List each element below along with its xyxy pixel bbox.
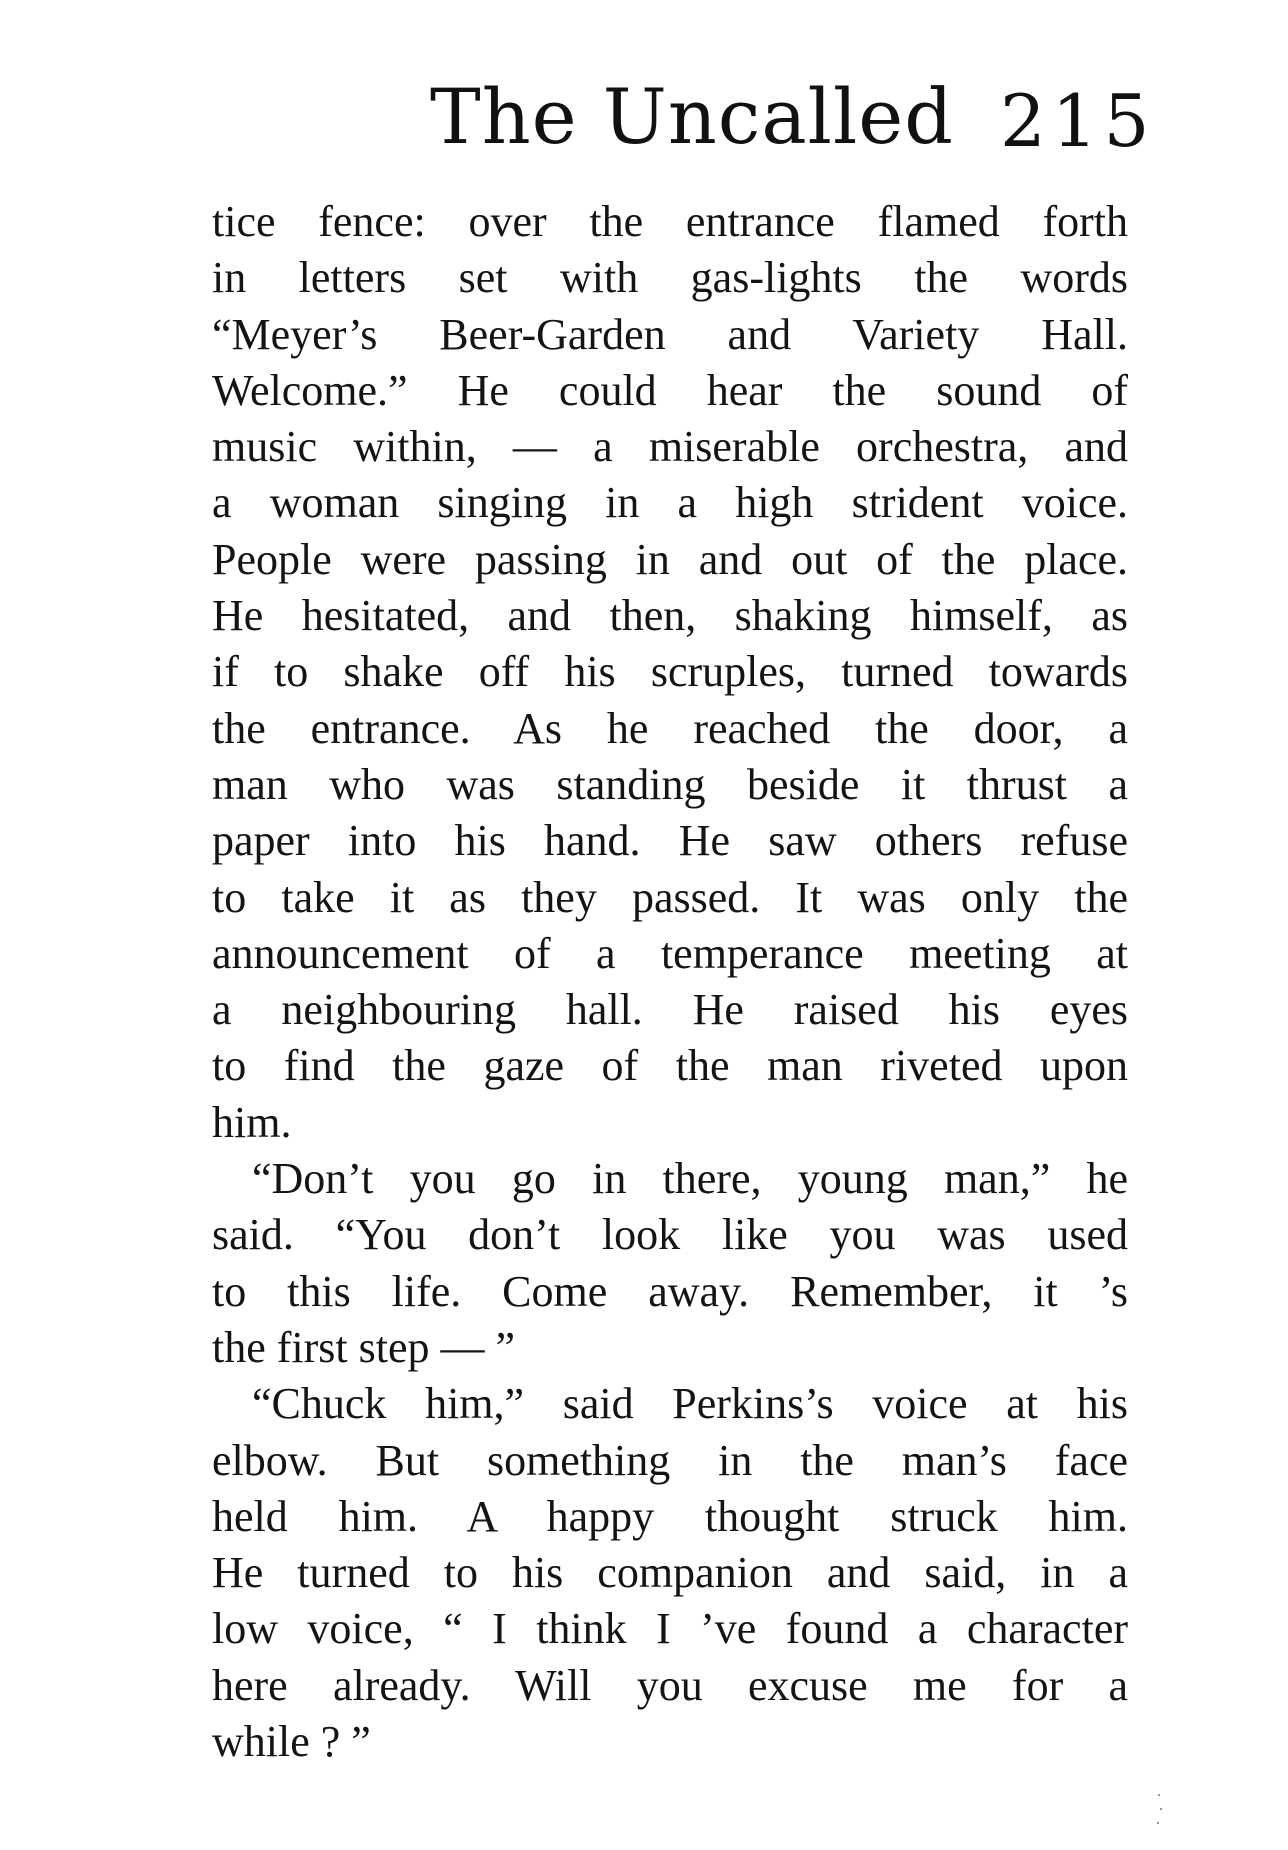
text-line: paper into his hand. He saw others refuse xyxy=(212,816,1128,866)
text-line: People were passing in and out of the place. xyxy=(212,534,1128,584)
text-line: “Don’t you go in there, young man,” he xyxy=(252,1154,1128,1204)
text-line: He hesitated, and then, shaking himself, as xyxy=(212,591,1128,641)
text-line: He turned to his companion and said, in a xyxy=(212,1548,1128,1598)
text-line: here already. Will you excuse me for a xyxy=(212,1660,1128,1710)
text-line: Welcome.” He could hear the sound of xyxy=(212,365,1128,415)
text-line: while ? ” xyxy=(212,1717,371,1767)
text-line: in letters set with gas-lights the words xyxy=(212,253,1128,303)
text-line: a woman singing in a high strident voice. xyxy=(212,478,1128,528)
text-line: held him. A happy thought struck him. xyxy=(212,1491,1128,1541)
text-line: to take it as they passed. It was only the xyxy=(212,872,1128,922)
text-line: music within, — a miserable orchestra, and xyxy=(212,422,1128,472)
text-line: the first step — ” xyxy=(212,1322,516,1372)
text-line: to this life. Come away. Remember, it ’s xyxy=(212,1266,1128,1316)
text-line: the entrance. As he reached the door, a xyxy=(212,703,1128,753)
print-speck xyxy=(1157,1822,1159,1824)
text-line: “Meyer’s Beer-Garden and Variety Hall. xyxy=(212,309,1128,359)
text-line: man who was standing beside it thrust a xyxy=(212,759,1128,809)
page-number: 215 xyxy=(1000,79,1156,163)
text-line: announcement of a temperance meeting at xyxy=(212,928,1128,978)
text-line: him. xyxy=(212,1097,292,1147)
body-text xyxy=(212,194,1128,1770)
print-speck xyxy=(1160,1808,1162,1810)
text-line: elbow. But something in the man’s face xyxy=(212,1435,1128,1485)
text-line: low voice, “ I think I ’ve found a character xyxy=(212,1604,1128,1654)
print-speck xyxy=(1158,1794,1160,1796)
text-line: to find the gaze of the man riveted upon xyxy=(212,1041,1128,1091)
text-line: said. “You don’t look like you was used xyxy=(212,1210,1128,1260)
text-line: a neighbouring hall. He raised his eyes xyxy=(212,985,1128,1035)
running-head xyxy=(430,72,1156,163)
text-line: if to shake off his scruples, turned towards xyxy=(212,647,1128,697)
running-title: The Uncalled xyxy=(430,72,954,161)
text-line: tice fence: over the entrance flamed forth xyxy=(212,197,1128,246)
text-line: “Chuck him,” said Perkins’s voice at his xyxy=(252,1379,1128,1429)
